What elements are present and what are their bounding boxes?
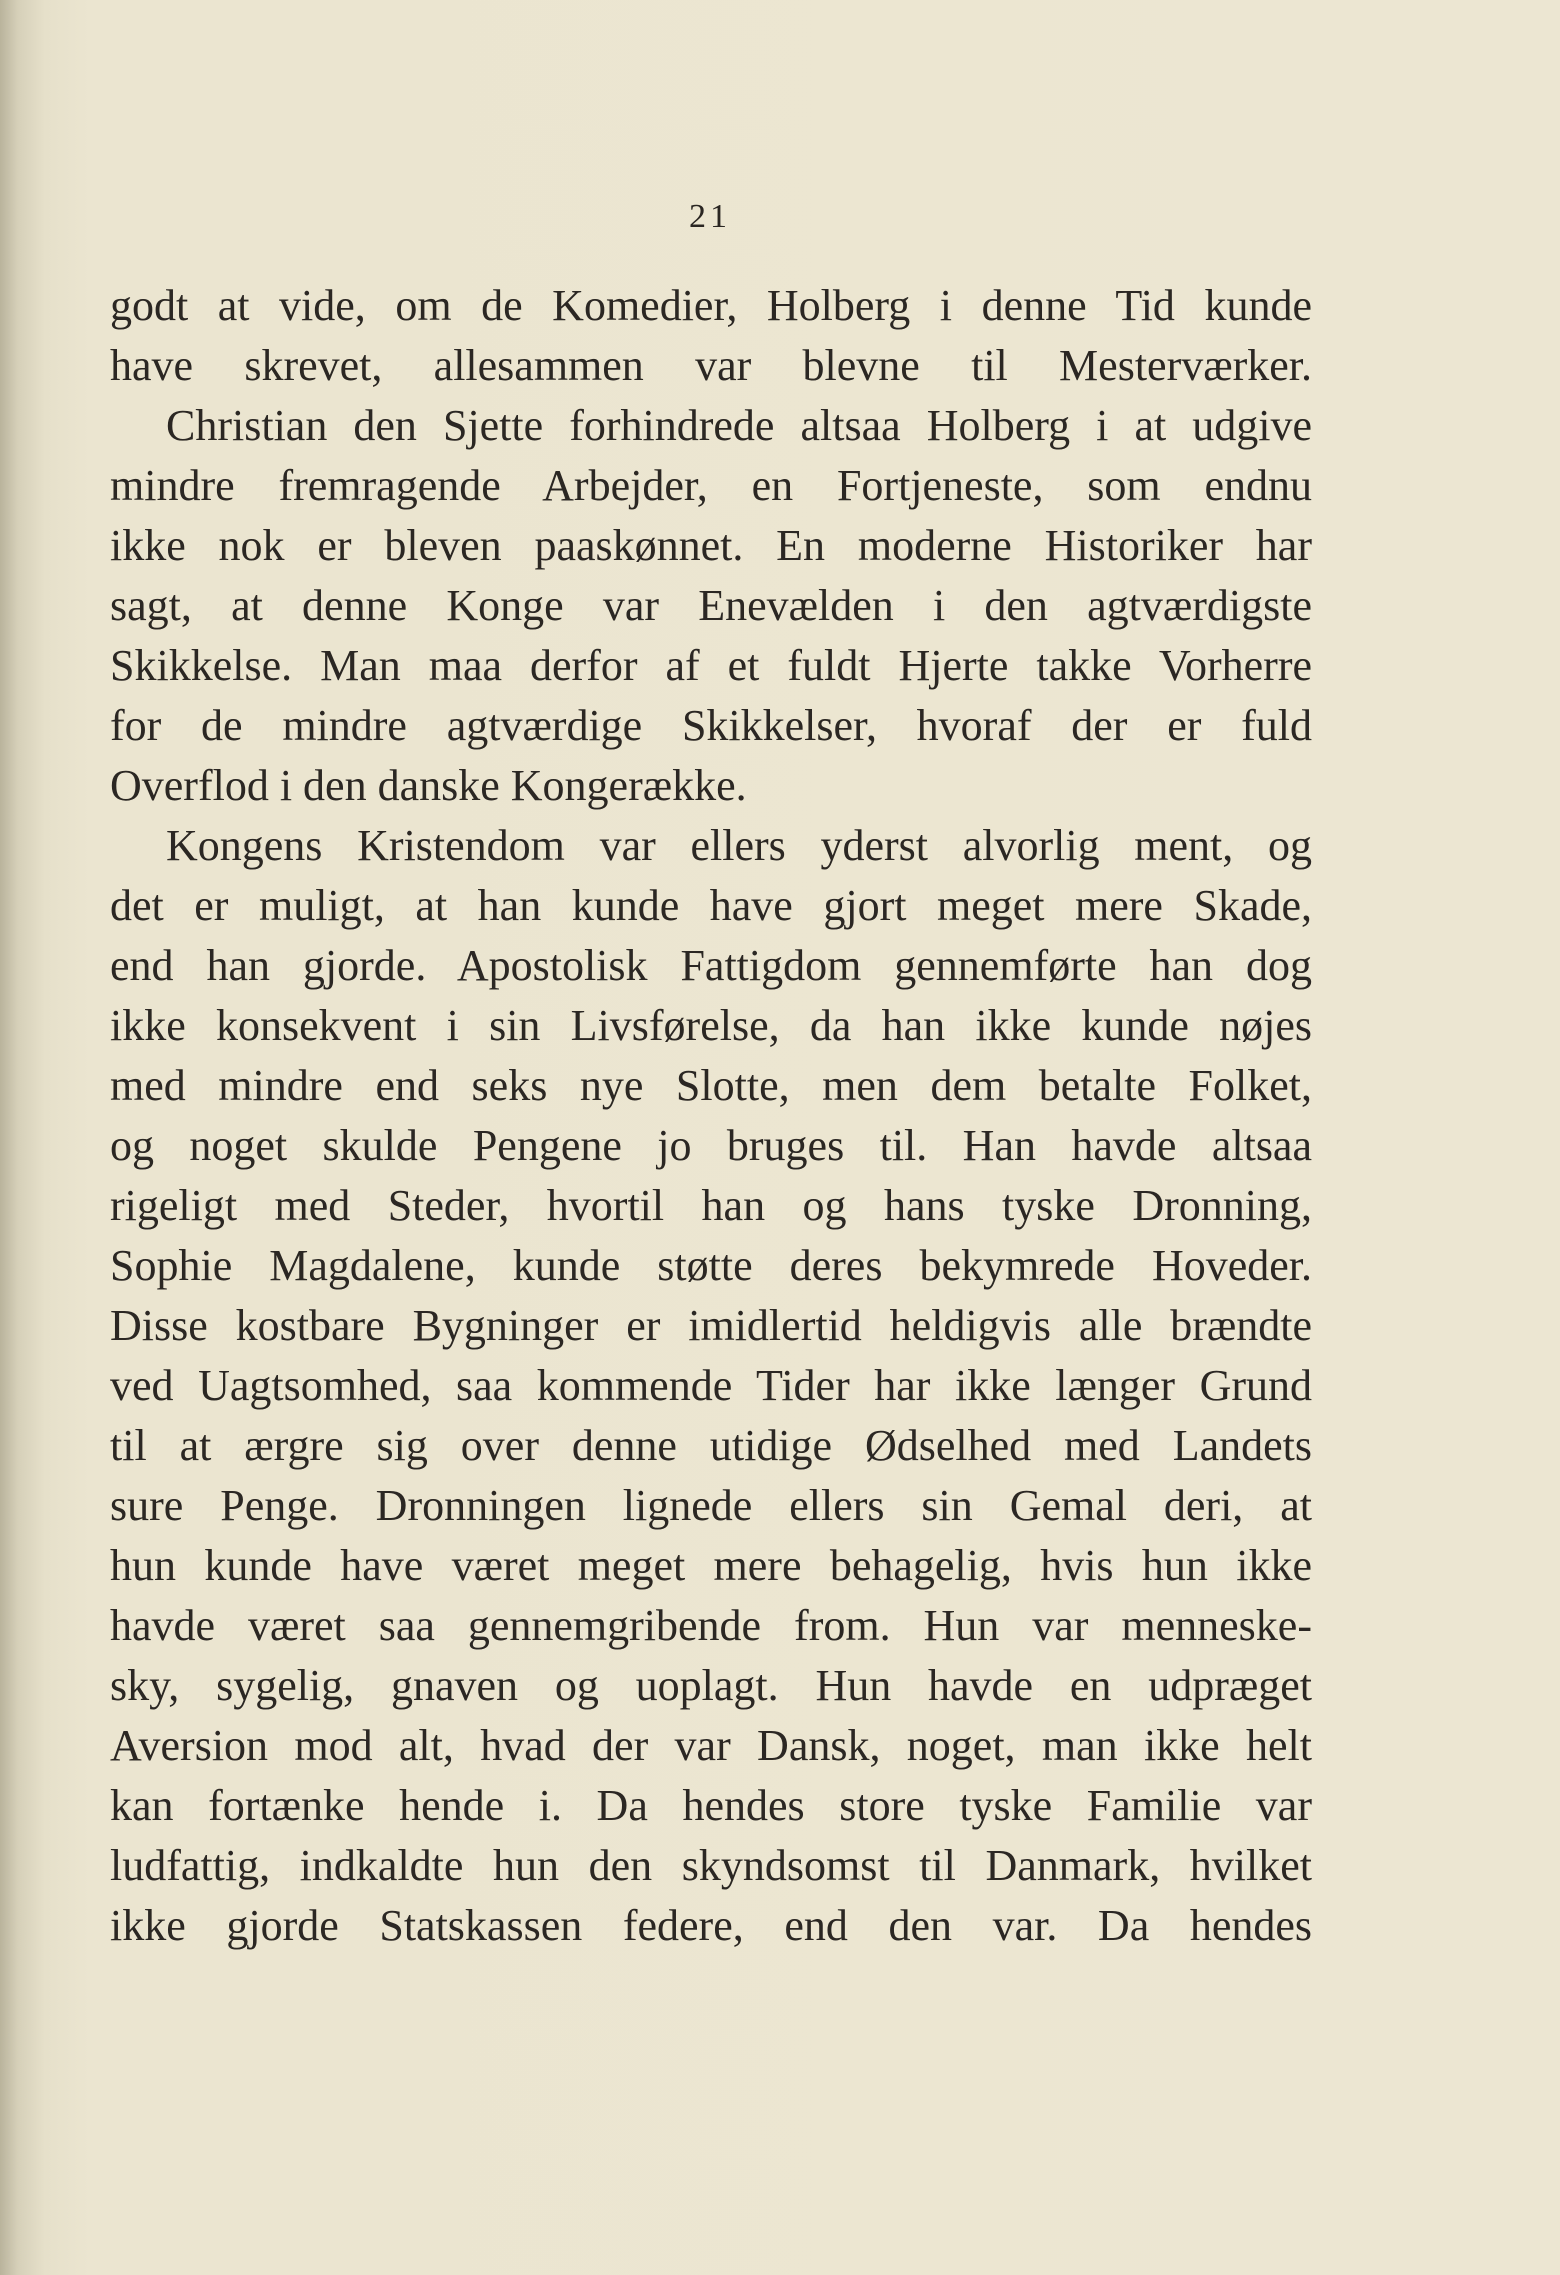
text-line: sagt, at denne Konge var Enevælden i den agtværdigste bbox=[110, 581, 1312, 630]
text-line: ikke gjorde Statskassen federe, end den var. Da hendes bbox=[110, 1901, 1312, 1950]
text-line: Sophie Magdalene, kunde støtte deres bekymrede Hoveder. bbox=[110, 1241, 1312, 1290]
text-line: ludfattig, indkaldte hun den skyndsomst til Danmark, hvilket bbox=[110, 1841, 1312, 1890]
text-line: hun kunde have været meget mere behagelig, hvis hun ikke bbox=[110, 1541, 1312, 1590]
text-line: ved Uagtsomhed, saa kommende Tider har ikke længer Grund bbox=[110, 1361, 1312, 1410]
text-line: Christian den Sjette forhindrede altsaa Holberg i at udgive bbox=[166, 401, 1312, 450]
text-line: godt at vide, om de Komedier, Holberg i denne Tid kunde bbox=[110, 281, 1312, 330]
page-number: 21 bbox=[689, 198, 731, 235]
text-line: sky, sygelig, gnaven og uoplagt. Hun havde en udpræget bbox=[110, 1661, 1312, 1710]
text-line: det er muligt, at han kunde have gjort meget mere Skade, bbox=[110, 881, 1312, 930]
text-line: Kongens Kristendom var ellers yderst alvorlig ment, og bbox=[166, 821, 1312, 870]
text-line: Skikkelse. Man maa derfor af et fuldt Hjerte takke Vorherre bbox=[110, 641, 1312, 690]
text-line: Disse kostbare Bygninger er imidlertid heldigvis alle brændte bbox=[110, 1301, 1312, 1350]
text-line: have skrevet, allesammen var blevne til Mesterværker. bbox=[110, 341, 1312, 390]
text-line: Overflod i den danske Kongerække. bbox=[110, 761, 747, 810]
text-line: og noget skulde Pengene jo bruges til. Han havde altsaa bbox=[110, 1121, 1312, 1170]
text-line: havde været saa gennemgribende from. Hun var menneske- bbox=[110, 1601, 1312, 1650]
text-line: end han gjorde. Apostolisk Fattigdom gennemførte han dog bbox=[110, 941, 1312, 990]
body-text bbox=[110, 276, 1312, 1956]
text-line: mindre fremragende Arbejder, en Fortjeneste, som endnu bbox=[110, 461, 1312, 510]
text-line: ikke nok er bleven paaskønnet. En moderne Historiker har bbox=[110, 521, 1312, 570]
text-line: ikke konsekvent i sin Livsførelse, da han ikke kunde nøjes bbox=[110, 1001, 1312, 1050]
text-line: rigeligt med Steder, hvortil han og hans tyske Dronning, bbox=[110, 1181, 1312, 1230]
text-line: kan fortænke hende i. Da hendes store tyske Familie var bbox=[110, 1781, 1312, 1830]
text-line: for de mindre agtværdige Skikkelser, hvoraf der er fuld bbox=[110, 701, 1312, 750]
text-line: sure Penge. Dronningen lignede ellers sin Gemal deri, at bbox=[110, 1481, 1312, 1530]
text-line: med mindre end seks nye Slotte, men dem betalte Folket, bbox=[110, 1061, 1312, 1110]
text-line: Aversion mod alt, hvad der var Dansk, noget, man ikke helt bbox=[110, 1721, 1312, 1770]
text-line: til at ærgre sig over denne utidige Ødselhed med Landets bbox=[110, 1421, 1312, 1470]
